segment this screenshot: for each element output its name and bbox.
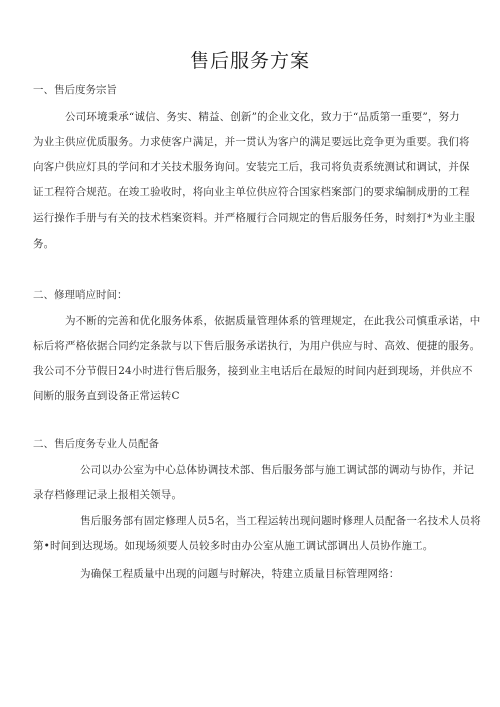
- page-title: 售后服务方案: [189, 50, 310, 72]
- section-heading-response-time: 二、修理哨应时间：: [33, 289, 128, 301]
- paragraph-line: 证工程符合规范。在竣工验收时，将向业主单位供应符合国家档案部门的要求编制成册的工程: [33, 186, 470, 198]
- paragraph-line: 向客户供应灯具的学问和才关技术服务询问。安装完工后，我司将负责系统测试和调试，并保: [33, 161, 470, 173]
- paragraph-line: 为业主供应优质服务。力求使客户满足，并一贯认为客户的满足要远比竞争更为重要。我们将: [33, 136, 470, 148]
- section-heading-purpose: 一、售后度务宗旨: [33, 84, 117, 96]
- paragraph-line: 为不断的完善和优化服务体系，依据质量管理体系的管理规定，在此我公司慎重承诺，中: [65, 315, 481, 327]
- paragraph-line: 录存档修理记录上报相关领导。: [33, 489, 183, 501]
- paragraph-line: 我公司不分节假日24小时进行售后服务，接到业主电话后在最短的时间内赶到现场，并供应不: [33, 365, 473, 377]
- paragraph-line: 第•时间到达现场。如现场须要人员较多时由办公室从施工调试部调出人员协作施工。: [33, 540, 434, 552]
- paragraph-line: 间断的服务直到设备正常运转C: [33, 390, 180, 402]
- paragraph-line: 公司以办公室为中心总体协调技术部、售后服务部与施工调试部的调动与协作，并记: [80, 464, 475, 476]
- paragraph-line: 务。: [33, 238, 55, 250]
- paragraph-line: 标后将严格依据合同约定条款与以下售后服务承诺执行，为用户供应与时、高效、便捷的服务。: [33, 340, 481, 352]
- paragraph-line: 公司环境秉承“诚信、务实、精益、创新”的企业文化，致力于“品质第一重要”，努力: [65, 111, 460, 123]
- section-heading-staffing: 二、售后度务专业人员配备: [33, 438, 159, 450]
- paragraph-line: 售后服务部有固定修理人员5名，当工程运转出现问题时修理人员配备一名技术人员将: [80, 515, 481, 527]
- paragraph-line: 运行操作手册与有关的技术档案资料。并严格履行合同规定的售后服务任务，时刻打*为业主服: [33, 212, 476, 224]
- paragraph-line: 为确保工程质量中出现的问题与时解决，特建立质量目标管理网络：: [80, 568, 400, 580]
